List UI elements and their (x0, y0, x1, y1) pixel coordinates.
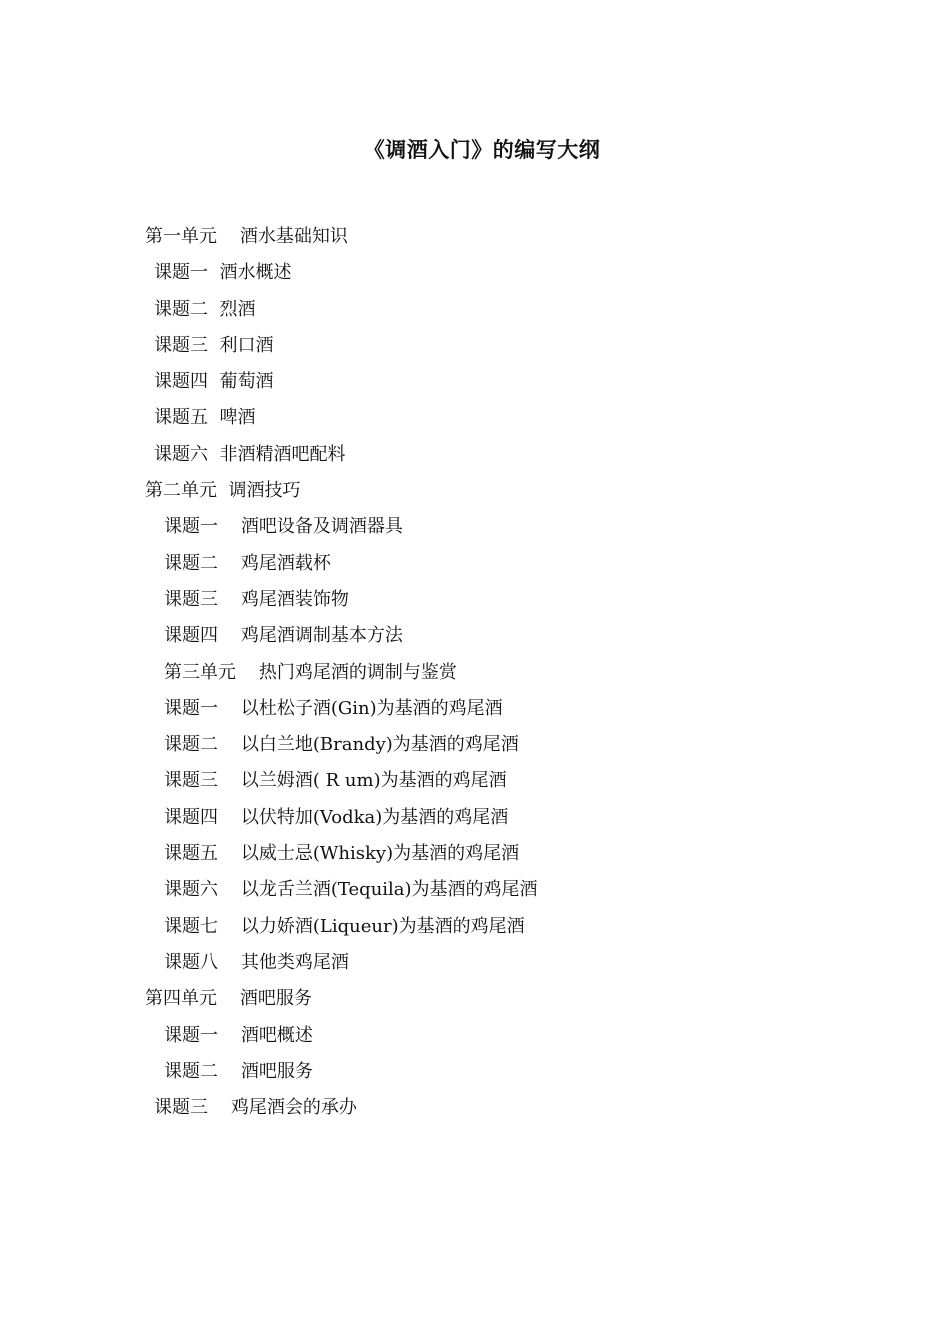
outline-line: 课题一 酒吧设备及调酒器具 (164, 516, 403, 538)
outline-line: 课题六 非酒精酒吧配料 (154, 443, 346, 465)
outline-line: 课题二 以白兰地(Brandy)为基酒的鸡尾酒 (164, 734, 519, 756)
outline-line: 第一单元 酒水基础知识 (145, 226, 348, 247)
document-title: 《调酒入门》的编写大纲 (363, 137, 601, 162)
outline-line: 课题三 以兰姆酒( R um)为基酒的鸡尾酒 (164, 770, 507, 792)
outline-line: 课题五 啤酒 (154, 407, 256, 429)
outline-line: 课题一 以杜松子酒(Gin)为基酒的鸡尾酒 (164, 697, 503, 719)
outline-line: 课题四 鸡尾酒调制基本方法 (164, 625, 403, 647)
outline-line: 第四单元 酒吧服务 (145, 988, 312, 1010)
outline-line: 课题二 酒吧服务 (164, 1060, 313, 1082)
outline-line: 课题七 以力娇酒(Liqueur)为基酒的鸡尾酒 (164, 915, 525, 937)
outline-line: 第二单元 调酒技巧 (145, 480, 301, 502)
outline-line: 课题三 鸡尾酒会的承办 (154, 1097, 357, 1119)
outline-line: 课题三 鸡尾酒装饰物 (164, 588, 349, 610)
outline-line: 课题一 酒吧概述 (164, 1024, 313, 1046)
outline-line: 课题四 以伏特加(Vodka)为基酒的鸡尾酒 (164, 806, 509, 828)
outline-line: 课题四 葡萄酒 (154, 371, 274, 393)
outline-list (145, 224, 845, 1131)
outline-line: 课题六 以龙舌兰酒(Tequila)为基酒的鸡尾酒 (164, 879, 538, 901)
outline-line: 课题二 烈酒 (154, 298, 256, 320)
outline-line: 课题二 鸡尾酒载杯 (164, 552, 331, 574)
outline-line: 课题三 利口酒 (154, 334, 274, 356)
outline-line: 课题一 酒水概述 (154, 262, 292, 284)
outline-line: 课题五 以威士忌(Whisky)为基酒的鸡尾酒 (164, 843, 520, 865)
outline-line: 第三单元 热门鸡尾酒的调制与鉴赏 (164, 661, 457, 683)
outline-line: 课题八 其他类鸡尾酒 (164, 951, 349, 973)
